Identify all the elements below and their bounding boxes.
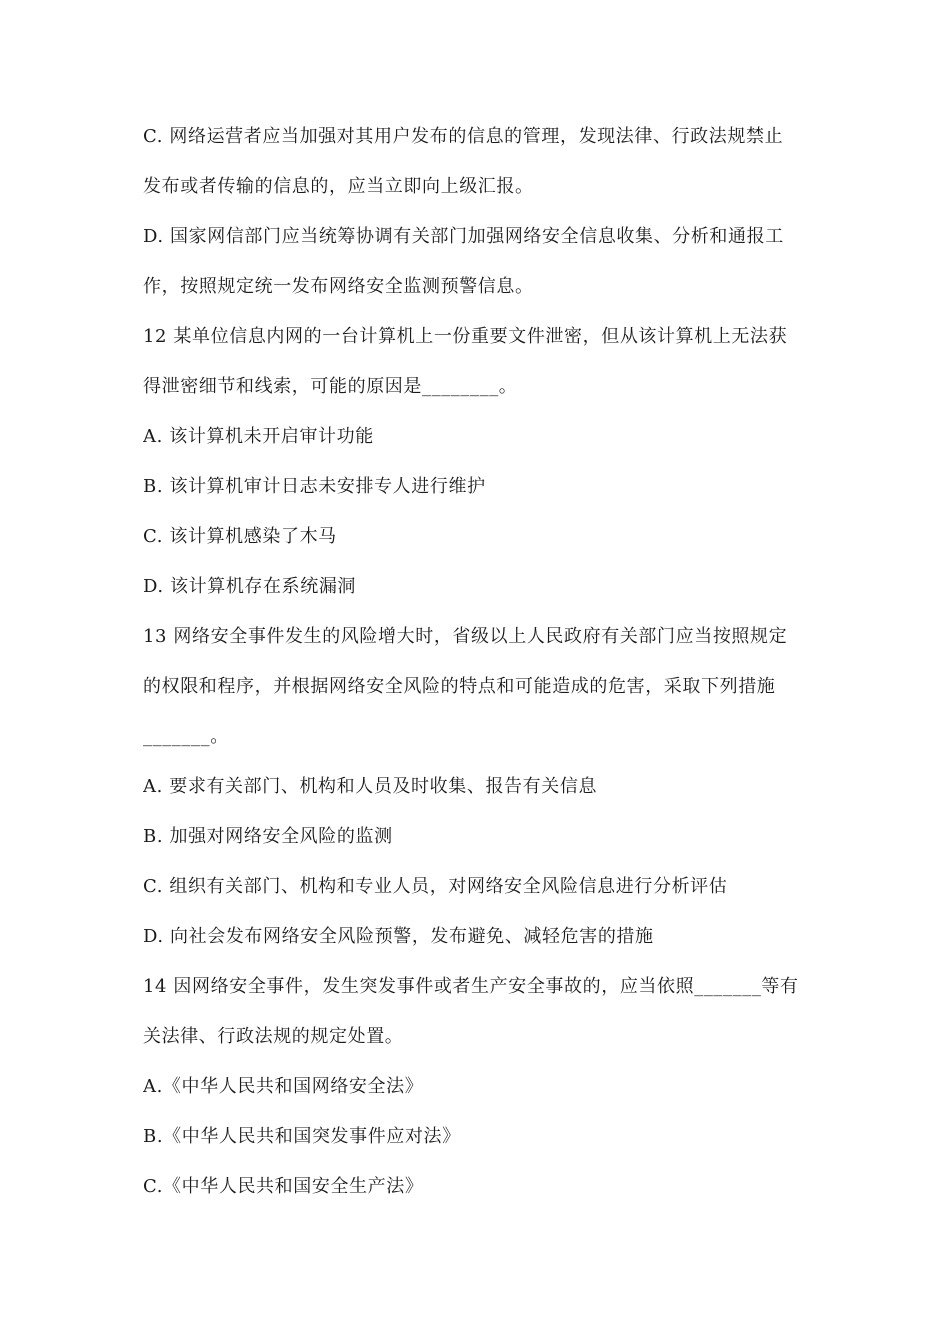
q13-option-b: B. 加强对网络安全风险的监测 (143, 826, 393, 847)
q12-option-a: A. 该计算机未开启审计功能 (143, 426, 374, 447)
q14-option-a: A.《中华人民共和国网络安全法》 (143, 1076, 424, 1097)
document-page (143, 118, 813, 1218)
q14-stem-line-2: 关法律、行政法规的规定处置。 (143, 1026, 404, 1047)
q13-option-d: D. 向社会发布网络安全风险预警，发布避免、减轻危害的措施 (143, 926, 654, 947)
q13-stem-line-3: _______。 (143, 726, 229, 747)
q12-option-b: B. 该计算机审计日志未安排专人进行维护 (143, 476, 486, 497)
q14-option-c: C.《中华人民共和国安全生产法》 (143, 1176, 424, 1197)
q14-stem-line-1: 14 因网络安全事件，发生突发事件或者生产安全事故的，应当依照_______等有 (143, 976, 799, 997)
q11-option-c-line-1: C. 网络运营者应当加强对其用户发布的信息的管理，发现法律、行政法规禁止 (143, 126, 784, 147)
q12-stem-line-1: 12 某单位信息内网的一台计算机上一份重要文件泄密，但从该计算机上无法获 (143, 326, 788, 347)
q11-option-d-line-2: 作，按照规定统一发布网络安全监测预警信息。 (143, 276, 534, 297)
q13-option-a: A. 要求有关部门、机构和人员及时收集、报告有关信息 (143, 776, 598, 797)
q13-option-c: C. 组织有关部门、机构和专业人员，对网络安全风险信息进行分析评估 (143, 876, 728, 897)
q11-option-c-line-2: 发布或者传输的信息的，应当立即向上级汇报。 (143, 176, 534, 197)
q13-stem-line-2: 的权限和程序，并根据网络安全风险的特点和可能造成的危害，采取下列措施 (143, 676, 776, 697)
q13-stem-line-1: 13 网络安全事件发生的风险增大时，省级以上人民政府有关部门应当按照规定 (143, 626, 788, 647)
q12-option-c: C. 该计算机感染了木马 (143, 526, 337, 547)
q14-option-b: B.《中华人民共和国突发事件应对法》 (143, 1126, 461, 1147)
q12-stem-line-2: 得泄密细节和线索，可能的原因是________。 (143, 376, 518, 397)
q11-option-d-line-1: D. 国家网信部门应当统筹协调有关部门加强网络安全信息收集、分析和通报工 (143, 226, 784, 247)
q12-option-d: D. 该计算机存在系统漏洞 (143, 576, 357, 597)
